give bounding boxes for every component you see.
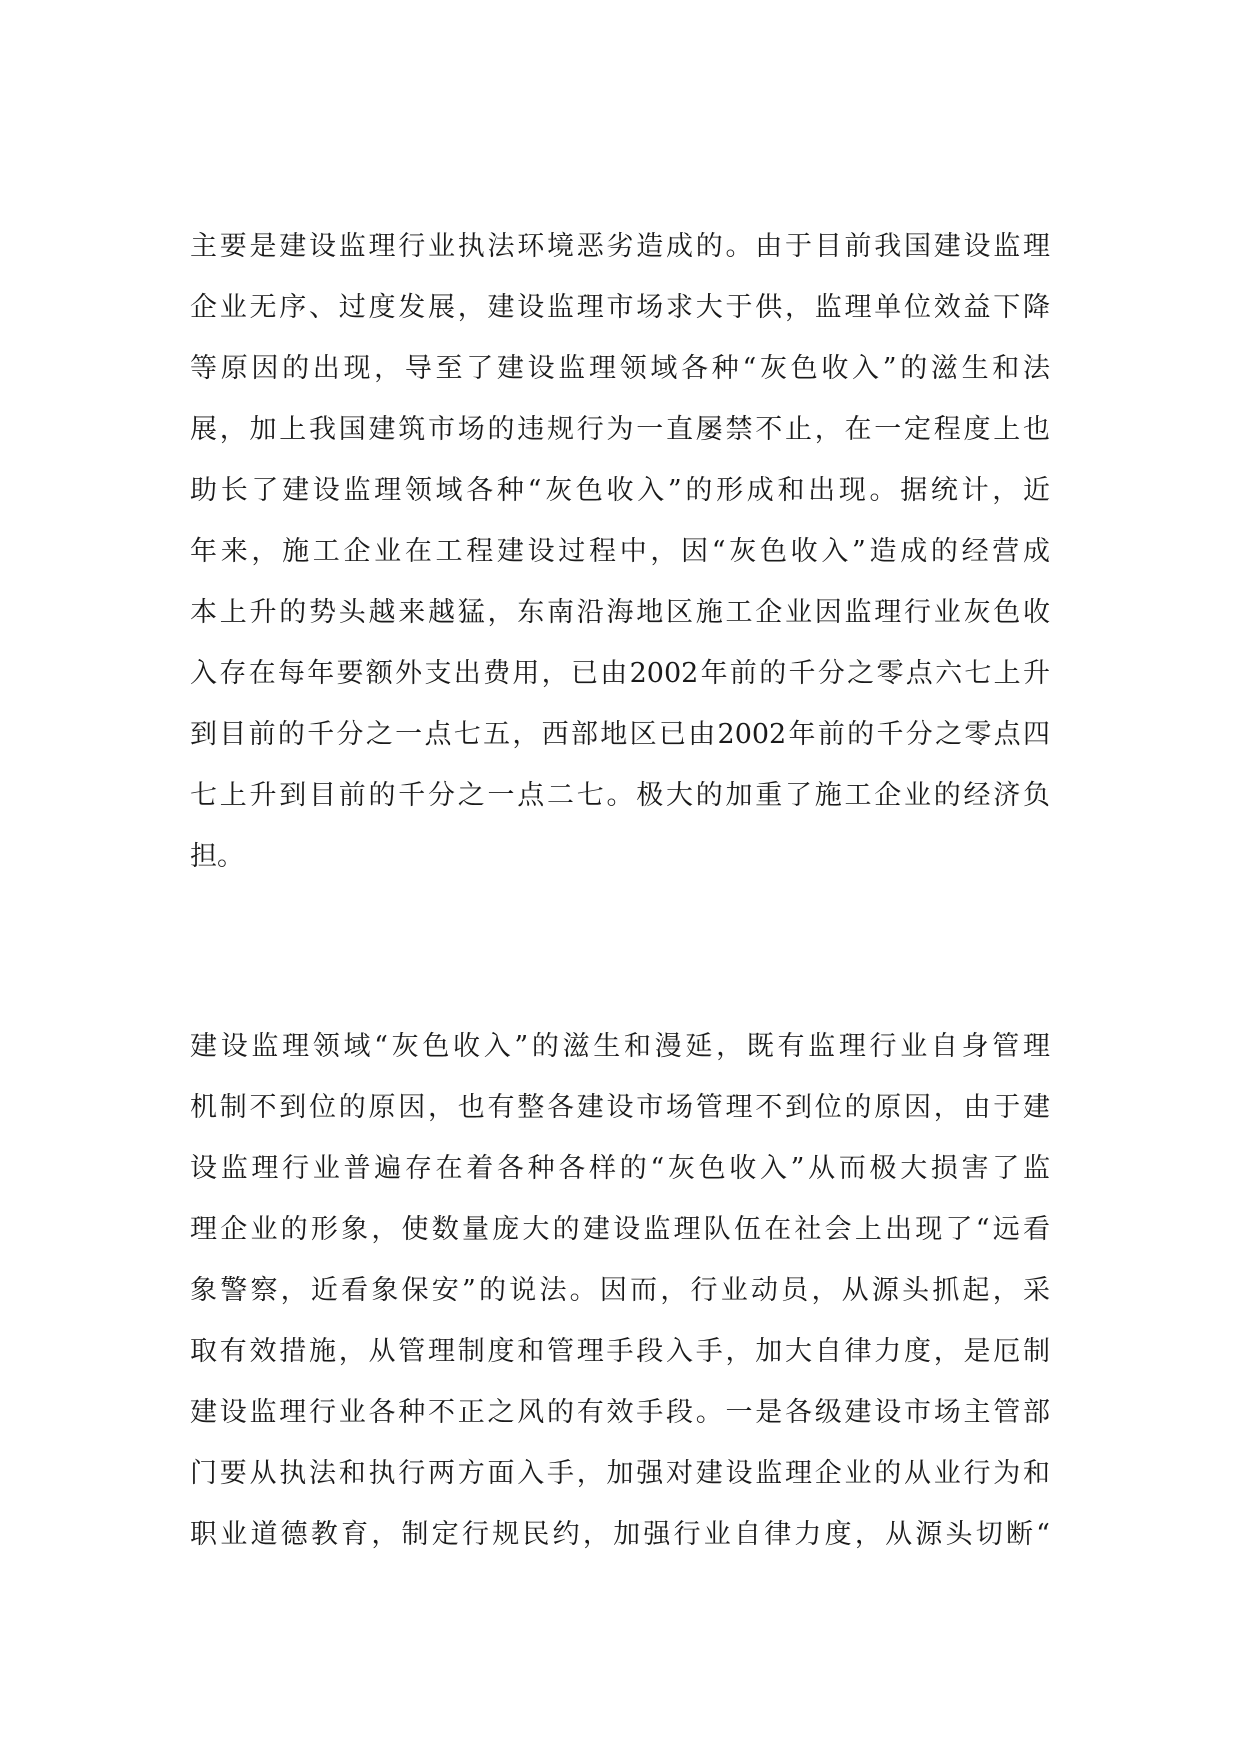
paragraph-2 bbox=[190, 1016, 1050, 1565]
text-line: 取有效措施，从管理制度和管理手段入手，加大自律力度，是厄制 bbox=[190, 1336, 1050, 1367]
text-line: 到目前的千分之一点七五，西部地区已由2002年前的千分之零点四 bbox=[190, 719, 1050, 750]
text-line: 展，加上我国建筑市场的违规行为一直屡禁不止，在一定程度上也 bbox=[190, 414, 1050, 445]
text-line: 年来，施工企业在工程建设过程中，因“灰色收入”造成的经营成 bbox=[190, 536, 1050, 567]
text-line: 理企业的形象，使数量庞大的建设监理队伍在社会上出现了“远看 bbox=[190, 1214, 1050, 1245]
text-line: 职业道德教育，制定行规民约，加强行业自律力度，从源头切断“ bbox=[190, 1519, 1050, 1550]
text-line: 设监理行业普遍存在着各种各样的“灰色收入”从而极大损害了监 bbox=[190, 1153, 1050, 1184]
text-line: 企业无序、过度发展，建设监理市场求大于供，监理单位效益下降 bbox=[190, 292, 1050, 323]
text-line: 本上升的势头越来越猛，东南沿海地区施工企业因监理行业灰色收 bbox=[190, 597, 1050, 628]
text-line: 建设监理领域“灰色收入”的滋生和漫延，既有监理行业自身管理 bbox=[190, 1031, 1050, 1062]
text-line: 入存在每年要额外支出费用，已由2002年前的千分之零点六七上升 bbox=[190, 658, 1050, 689]
text-line: 门要从执法和执行两方面入手，加强对建设监理企业的从业行为和 bbox=[190, 1458, 1050, 1489]
text-line: 主要是建设监理行业执法环境恶劣造成的。由于目前我国建设监理 bbox=[190, 231, 1050, 262]
text-line: 担。 bbox=[190, 841, 244, 872]
text-line: 等原因的出现，导至了建设监理领域各种“灰色收入”的滋生和法 bbox=[190, 353, 1050, 384]
text-line: 机制不到位的原因，也有整各建设市场管理不到位的原因，由于建 bbox=[190, 1092, 1050, 1123]
text-line: 七上升到目前的千分之一点二七。极大的加重了施工企业的经济负 bbox=[190, 780, 1050, 811]
paragraph-1 bbox=[190, 216, 1050, 887]
text-line: 助长了建设监理领域各种“灰色收入”的形成和出现。据统计，近 bbox=[190, 475, 1050, 506]
text-line: 象警察，近看象保安”的说法。因而，行业动员，从源头抓起，采 bbox=[190, 1275, 1050, 1306]
text-line: 建设监理行业各种不正之风的有效手段。一是各级建设市场主管部 bbox=[190, 1397, 1050, 1428]
